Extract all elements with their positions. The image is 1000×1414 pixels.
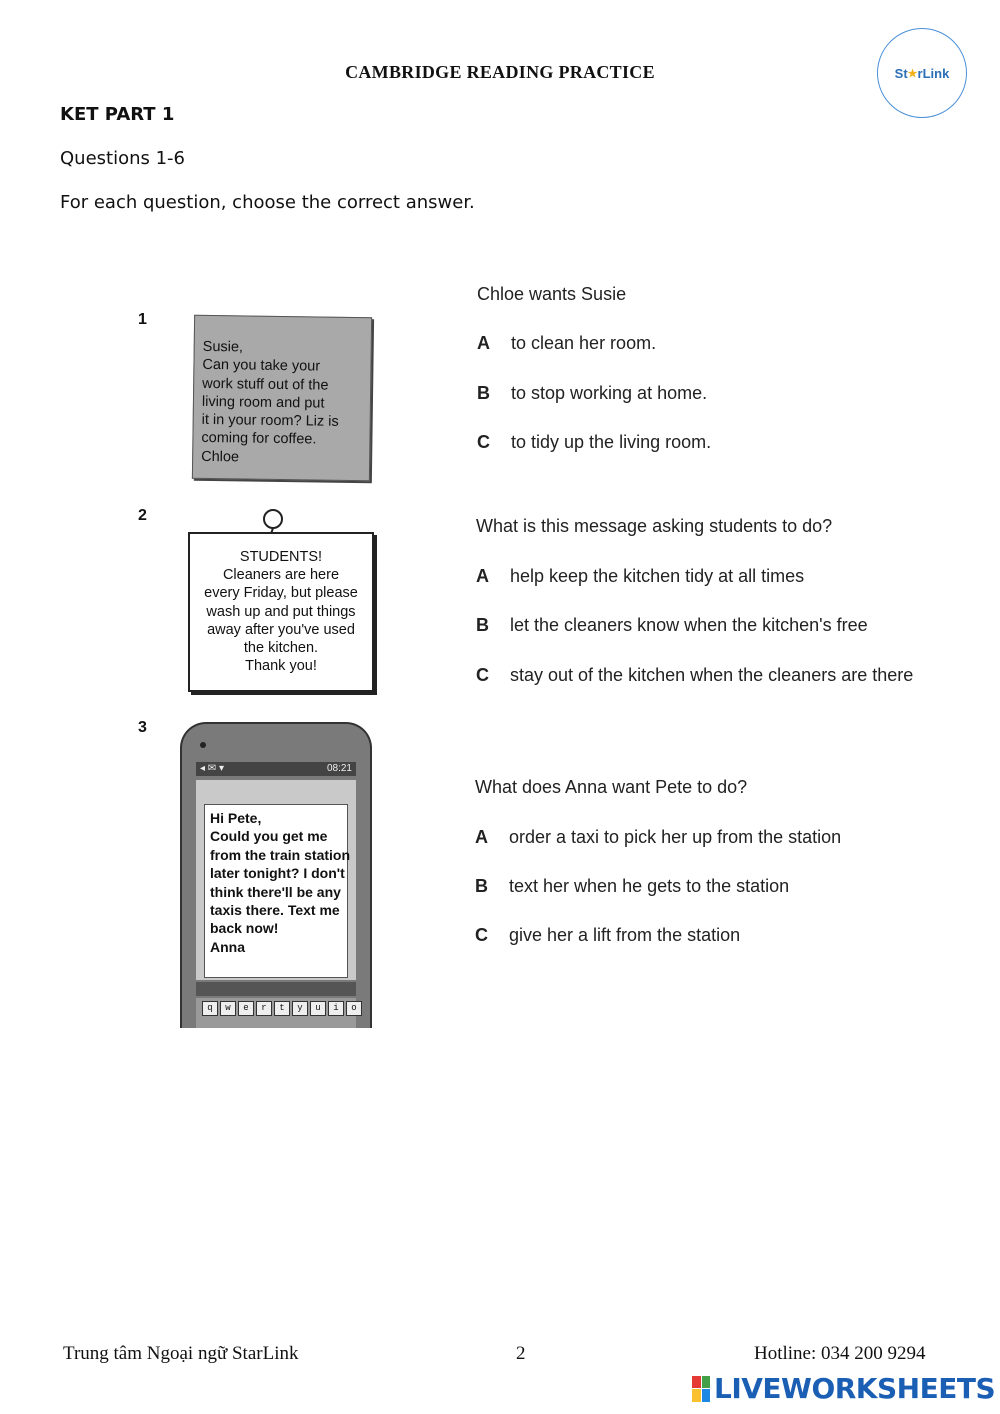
note-line: work stuff out of the <box>202 375 329 394</box>
key: y <box>292 1001 308 1016</box>
notice-line: STUDENTS! <box>239 549 323 565</box>
message-text <box>210 809 350 956</box>
note-line: living room and put <box>201 393 325 412</box>
option-text: to stop working at home. <box>511 383 708 403</box>
option-letter: A <box>476 566 489 586</box>
notice-text <box>190 548 372 675</box>
questions-range: Questions 1-6 <box>60 148 186 169</box>
key: t <box>274 1001 290 1016</box>
option-text: to clean her room. <box>511 333 657 353</box>
message-line: back now! <box>210 920 279 937</box>
option-text: order a taxi to pick her up from the station <box>509 827 842 847</box>
answer-option-c[interactable] <box>475 925 740 946</box>
message-line: Could you get me <box>210 828 328 845</box>
pinned-notice <box>188 532 374 692</box>
answer-option-a[interactable] <box>476 566 804 587</box>
question-stem: What is this message asking students to do? <box>476 516 833 536</box>
key: w <box>220 1001 236 1016</box>
pushpin-icon <box>260 508 286 534</box>
option-text: give her a lift from the station <box>509 925 741 945</box>
note-line: it in your room? Liz is <box>201 412 339 430</box>
notice-line: Thank you! <box>245 658 317 675</box>
answer-option-c[interactable] <box>477 432 711 453</box>
page-number: 2 <box>516 1343 526 1364</box>
keyboard-toolbar <box>196 982 356 996</box>
question-number: 3 <box>138 719 147 736</box>
note-text <box>201 338 363 468</box>
notice-line: away after you've used <box>207 621 355 638</box>
option-letter: C <box>476 665 489 685</box>
option-letter: B <box>476 615 489 635</box>
logo-square-yellow <box>692 1389 701 1402</box>
status-bar <box>196 762 356 776</box>
message-line: Hi Pete, <box>210 810 262 826</box>
starlink-logo <box>877 28 967 118</box>
answer-option-b[interactable] <box>477 383 707 404</box>
question-number: 2 <box>138 507 147 524</box>
key: q <box>202 1001 218 1016</box>
message-bubble <box>204 804 351 978</box>
logo-square-red <box>692 1376 701 1389</box>
sticky-note <box>192 315 372 481</box>
note-line: Can you take your <box>202 357 321 375</box>
question-stem: Chloe wants Susie <box>477 284 627 304</box>
key: e <box>238 1001 254 1016</box>
key: r <box>256 1001 272 1016</box>
key: i <box>328 1001 344 1016</box>
answer-option-b[interactable] <box>476 615 868 636</box>
phone-illustration <box>180 722 372 1028</box>
note-line: Chloe <box>201 448 240 466</box>
page-title: CAMBRIDGE READING PRACTICE <box>345 62 655 82</box>
logo-square-blue <box>702 1389 711 1402</box>
message-line: think there'll be any <box>210 883 341 900</box>
phone-screen <box>196 780 356 980</box>
note-line: coming for coffee. <box>201 430 317 448</box>
liveworksheets-watermark[interactable] <box>692 1372 995 1405</box>
question-number: 1 <box>138 311 147 328</box>
status-time: 08:21 <box>326 763 352 774</box>
key: o <box>346 1001 362 1016</box>
option-text: help keep the kitchen tidy at all times <box>510 566 805 586</box>
logo-square-green <box>702 1376 711 1389</box>
notice-line: Cleaners are here <box>222 567 340 584</box>
keyboard <box>196 998 356 1028</box>
option-letter: C <box>475 925 488 945</box>
option-letter: A <box>475 827 488 847</box>
notice-line: the kitchen. <box>243 640 319 657</box>
option-letter: B <box>477 383 490 403</box>
instruction: For each question, choose the correct answer. <box>60 192 475 213</box>
answer-option-a[interactable] <box>475 827 841 848</box>
star-icon: ★ <box>907 67 918 80</box>
notice-line: every Friday, but please <box>204 585 358 602</box>
note-line: Susie, <box>202 338 244 356</box>
watermark-text: LIVEWORKSHEETS <box>714 1372 996 1405</box>
key: u <box>310 1001 326 1016</box>
answer-option-a[interactable] <box>477 333 656 354</box>
option-letter: A <box>477 333 490 353</box>
part-title: KET PART 1 <box>60 104 175 125</box>
notice-line: wash up and put things <box>206 603 356 620</box>
message-line: from the train station <box>210 846 351 863</box>
liveworksheets-logo-icon <box>692 1376 710 1402</box>
footer-center-name: Trung tâm Ngoại ngữ StarLink <box>63 1343 299 1364</box>
logo-text-start: St <box>894 65 908 81</box>
option-text: stay out of the kitchen when the cleaners are there <box>510 665 914 685</box>
signal-icon: ◂ ✉ ▾ <box>200 763 224 774</box>
answer-option-c[interactable] <box>476 665 913 686</box>
option-text: text her when he gets to the station <box>509 876 790 896</box>
message-line: later tonight? I don't <box>210 865 345 882</box>
option-letter: C <box>477 432 490 452</box>
footer-hotline: Hotline: 034 200 9294 <box>754 1343 926 1364</box>
option-text: let the cleaners know when the kitchen's free <box>510 615 868 635</box>
question-stem: What does Anna want Pete to do? <box>475 777 748 797</box>
option-text: to tidy up the living room. <box>511 432 712 452</box>
logo-text-end: rLink <box>917 65 950 81</box>
option-letter: B <box>475 876 488 896</box>
camera-icon <box>200 742 206 748</box>
message-line: Anna <box>210 938 245 955</box>
answer-option-b[interactable] <box>475 876 789 897</box>
key-row <box>202 1001 362 1016</box>
message-line: taxis there. Text me <box>210 902 340 919</box>
